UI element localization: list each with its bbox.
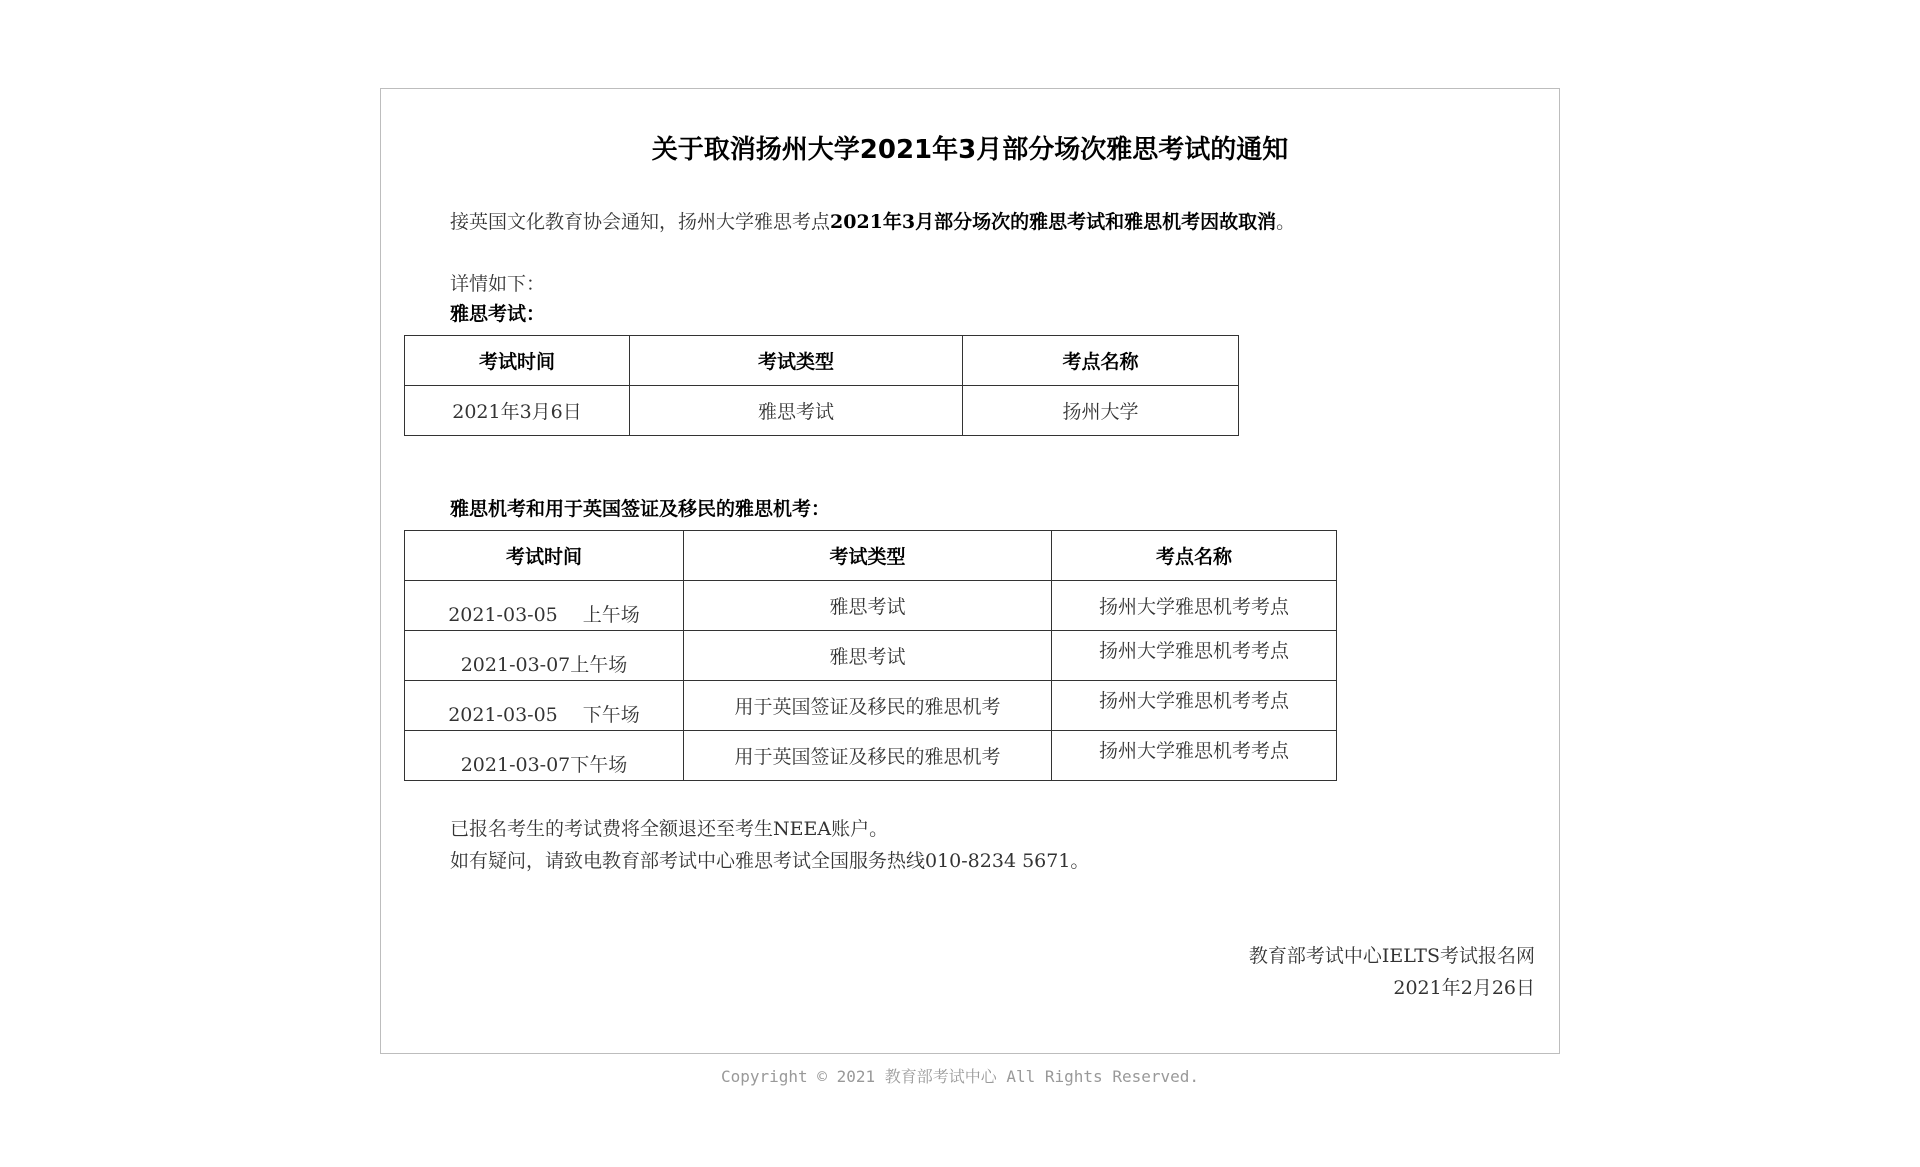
header-exam-type: 考试类型 <box>630 336 963 386</box>
cell-exam-type: 雅思考试 <box>684 581 1052 631</box>
cell-exam-site: 扬州大学雅思机考考点 <box>1052 581 1337 631</box>
cell-exam-time: 2021-03-07下午场 <box>405 731 684 781</box>
cell-exam-time: 2021-03-05 下午场 <box>405 681 684 731</box>
ielts-computer-table <box>404 530 1337 781</box>
refund-paragraph: 已报名考生的考试费将全额退还至考生NEEA账户。 <box>450 818 889 840</box>
cell-exam-site: 扬州大学 <box>963 386 1239 436</box>
details-label: 详情如下： <box>450 273 546 295</box>
cell-exam-site: 扬州大学雅思机考考点 <box>1052 731 1337 781</box>
cell-exam-time: 2021年3月6日 <box>405 386 630 436</box>
table-row <box>405 631 1337 681</box>
header-exam-type: 考试类型 <box>684 531 1052 581</box>
intro-suffix: 。 <box>1276 211 1296 233</box>
contact-paragraph: 如有疑问，请致电教育部考试中心雅思考试全国服务热线010-8234 5671。 <box>450 850 1090 872</box>
intro-paragraph <box>450 208 1295 236</box>
cell-exam-type: 雅思考试 <box>684 631 1052 681</box>
notice-title: 关于取消扬州大学2021年3月部分场次雅思考试的通知 <box>651 135 1289 165</box>
header-exam-site: 考点名称 <box>1052 531 1337 581</box>
table-row <box>405 386 1239 436</box>
notice-document <box>380 88 1560 1054</box>
cell-exam-type: 用于英国签证及移民的雅思机考 <box>684 681 1052 731</box>
cell-exam-time: 2021-03-07上午场 <box>405 631 684 681</box>
section1-heading: 雅思考试： <box>450 303 546 325</box>
signature-date: 2021年2月26日 <box>1393 977 1535 999</box>
header-exam-time: 考试时间 <box>405 336 630 386</box>
cell-exam-type: 雅思考试 <box>630 386 963 436</box>
section2-heading: 雅思机考和用于英国签证及移民的雅思机考： <box>450 498 831 520</box>
table-row <box>405 731 1337 781</box>
ielts-paper-table <box>404 335 1239 436</box>
table-row <box>405 681 1337 731</box>
table-row <box>405 581 1337 631</box>
copyright-footer: Copyright © 2021 教育部考试中心 All Rights Reserved. <box>720 1067 1200 1086</box>
header-exam-site: 考点名称 <box>963 336 1239 386</box>
cell-exam-time: 2021-03-05 上午场 <box>405 581 684 631</box>
cell-exam-site: 扬州大学雅思机考考点 <box>1052 681 1337 731</box>
table-header-row <box>405 531 1337 581</box>
cell-exam-site: 扬州大学雅思机考考点 <box>1052 631 1337 681</box>
table-header-row <box>405 336 1239 386</box>
intro-prefix: 接英国文化教育协会通知，扬州大学雅思考点 <box>450 211 831 233</box>
signature-org: 教育部考试中心IELTS考试报名网 <box>1248 945 1535 967</box>
cell-exam-type: 用于英国签证及移民的雅思机考 <box>684 731 1052 781</box>
intro-emphasis: 2021年3月部分场次的雅思考试和雅思机考因故取消 <box>830 211 1277 233</box>
header-exam-time: 考试时间 <box>405 531 684 581</box>
